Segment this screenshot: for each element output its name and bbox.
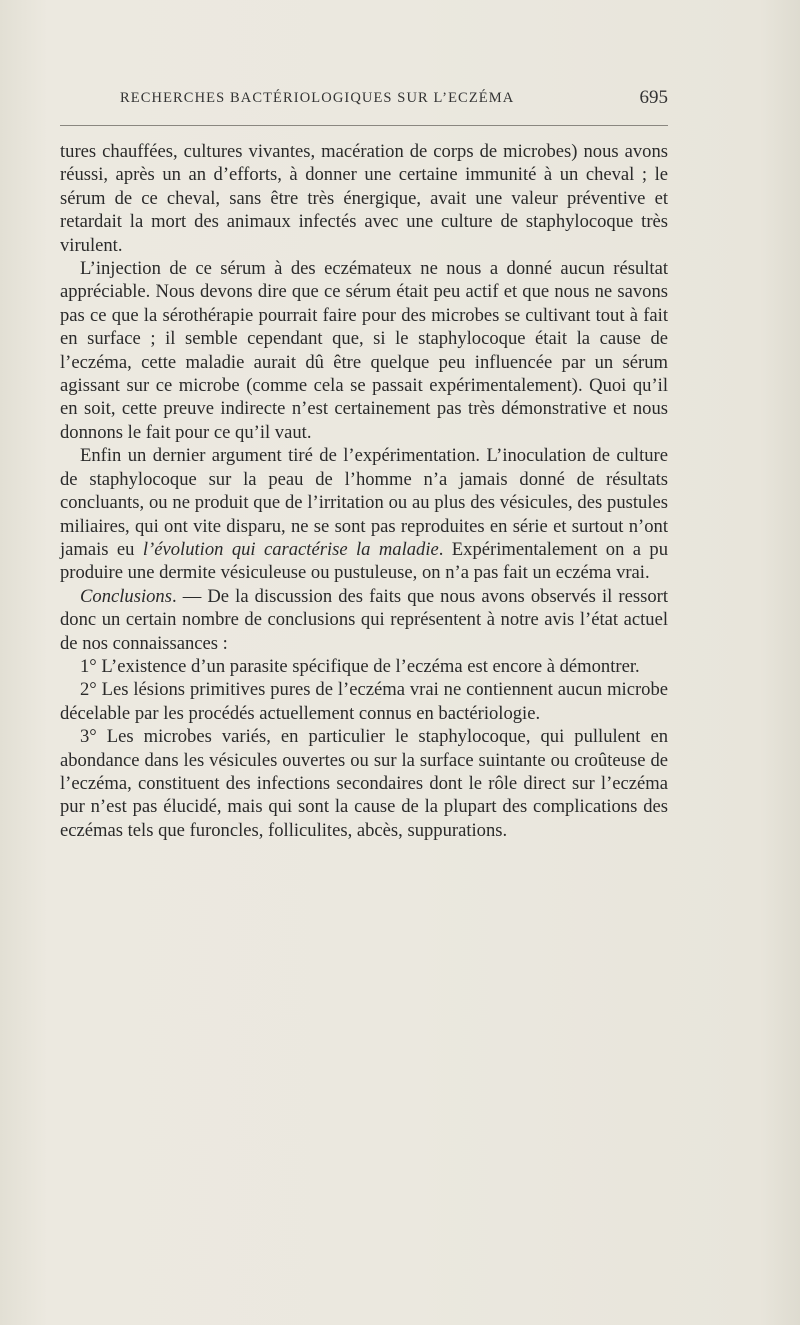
paragraph-serum: L’injection de ce sérum à des eczémateux ne nous a donné aucun résultat appréciable. Nous devons dire que ce sérum était peu actif et que nous ne savons pas ce que la sérothérapie pourrait faire pour des microbes se cultivant tout à fait en surface ; il semble cependant que, si le staphylocoque était la cause de l’eczéma, cette maladie aurait dû être quelque peu influencée par un sérum agissant sur ce microbe (comme cela se passait expérimentalement). Quoi qu’il en soit, cette preuve indirecte n’est certainement pas très démonstrative et nous donnons le fait pour ce qu’il vaut. [60, 258, 668, 443]
body-text [60, 140, 668, 842]
page-number: 695 [639, 87, 668, 108]
conclusions-heading: Conclusions [80, 585, 172, 607]
conclusion-2: 2° Les lésions primitives pures de l’eczéma vrai ne contiennent aucun microbe décelable par les procédés actuellement connus en bactériologie. [60, 679, 668, 724]
paragraph-continuation: tures chauffées, cultures vivantes, macération de corps de microbes) nous avons réussi, après un an d’efforts, à donner une certaine immunité à un cheval ; le sérum de ce cheval, sans être très énergique, avait une valeur préventive et retardait la mort des animaux infectés avec une culture de staphylocoque très virulent. [60, 141, 668, 256]
conclusion-1: 1° L’existence d’un parasite spécifique de l’eczéma est encore à démontrer. [80, 655, 640, 677]
paragraph-inoculation-text-a: Enfin un dernier argument tiré de l’expérimentation. L’inoculation de culture de staphylocoque sur la peau de l’homme n’a jamais donné de résultats concluants, ou ne produit que de l’irritation ou au plus des vésicules, des pustules miliaires, qui ont vite disparu, ne se sont pas reproduites en série et surtout n’ont jamais eu [60, 445, 668, 560]
header-rule [60, 125, 668, 126]
running-title: RECHERCHES BACTÉRIOLOGIQUES SUR L’ECZÉMA [120, 90, 515, 106]
conclusions-intro: . — De la discussion des faits que nous avons observés il ressort donc un certain nombre de conclusions qui représentent à notre avis l’état actuel de nos connaissances : [60, 585, 668, 654]
paragraph-conclusions [60, 585, 668, 655]
page-header [120, 88, 668, 112]
paragraph-inoculation [60, 444, 668, 584]
paragraph-inoculation-emphasis: l’évolution qui caractérise la maladie [142, 538, 439, 560]
conclusion-3: 3° Les microbes variés, en particulier le staphylocoque, qui pullulent en abondance dans les vésicules ouvertes ou sur la surface suintante ou croûteuse de l’eczéma, constituent des infections secondaires dont le rôle direct sur l’eczéma pur n’est pas élucidé, mais qui sont la cause de la plupart des complications des eczémas tels que furoncles, folliculites, abcès, suppurations. [60, 726, 668, 841]
paragraph-inoculation-text-b: . Expérimentalement on a pu produire une dermite vésiculeuse ou pustuleuse, on n’a pas fait un eczéma vrai. [60, 538, 669, 584]
